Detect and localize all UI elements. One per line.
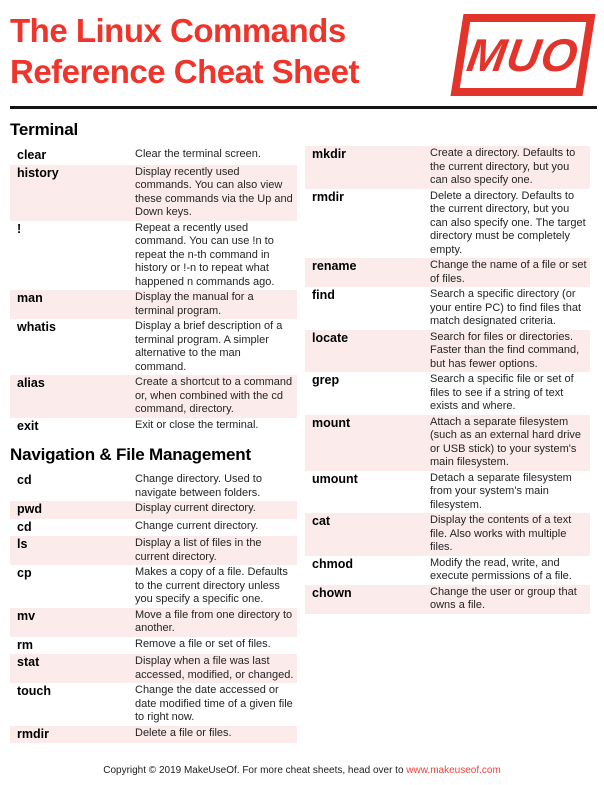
command-description: Create a directory. Defaults to the current directory, but you can also specify one. bbox=[430, 147, 576, 186]
command-name: mkdir bbox=[312, 147, 347, 161]
table-row bbox=[305, 330, 590, 373]
command-description: Modify the read, write, and execute permissions of a file. bbox=[430, 556, 572, 582]
table-row bbox=[10, 536, 297, 565]
makeuseof-logo bbox=[451, 14, 596, 96]
command-name: ! bbox=[17, 221, 22, 236]
table-row bbox=[305, 471, 590, 514]
table-row bbox=[10, 165, 297, 221]
command-name: mv bbox=[17, 608, 36, 623]
table-row bbox=[10, 683, 297, 726]
command-name: stat bbox=[17, 655, 40, 669]
table-row bbox=[305, 189, 590, 259]
page-title bbox=[10, 10, 359, 92]
footer bbox=[0, 765, 604, 776]
command-name: chmod bbox=[312, 556, 353, 571]
logo-text: MUO bbox=[463, 29, 583, 81]
command-description: Display current directory. bbox=[135, 502, 256, 514]
command-description: Change the user or group that owns a file. bbox=[430, 585, 577, 611]
command-description: Change directory. Used to navigate between folders. bbox=[135, 473, 262, 499]
content-columns bbox=[10, 109, 597, 743]
command-name: touch bbox=[17, 684, 52, 698]
command-description: Change current directory. bbox=[135, 519, 259, 532]
terminal-table bbox=[10, 147, 297, 435]
command-description: Clear the terminal screen. bbox=[135, 148, 261, 160]
command-description: Change the name of a file or set of files. bbox=[430, 259, 587, 285]
table-row bbox=[10, 654, 297, 683]
table-row bbox=[10, 290, 297, 319]
command-name: locate bbox=[312, 330, 349, 345]
command-description: Repeat a recently used command. You can use !n to repeat the n-th command in history or !-n to repeat what happened n commands ago. bbox=[135, 221, 275, 288]
command-description: Display recently used commands. You can also view these commands via the Up and Down keys. bbox=[135, 165, 293, 218]
command-description: Exit or close the terminal. bbox=[135, 418, 259, 431]
command-name: rmdir bbox=[312, 189, 344, 204]
header bbox=[10, 0, 597, 98]
command-name: rm bbox=[17, 637, 33, 652]
command-description: Display a brief description of a terminal program. A simpler alternative to the man command. bbox=[135, 320, 283, 373]
table-row bbox=[10, 472, 297, 501]
command-name: alias bbox=[17, 376, 45, 390]
table-row bbox=[305, 415, 590, 471]
command-name: rename bbox=[312, 259, 357, 273]
table-row bbox=[10, 726, 297, 744]
table-row bbox=[305, 287, 590, 330]
right-column bbox=[305, 109, 590, 614]
left-column bbox=[10, 109, 297, 743]
section-heading-navigation: Navigation & File Management bbox=[10, 445, 251, 464]
table-row bbox=[10, 637, 297, 655]
continuation-table bbox=[305, 146, 590, 614]
command-name: rmdir bbox=[17, 726, 49, 741]
command-description: Display the manual for a terminal program. bbox=[135, 291, 254, 317]
command-description: Remove a file or set of files. bbox=[135, 637, 271, 650]
command-description: Makes a copy of a file. Defaults to the current directory unless you specify a specific one. bbox=[135, 566, 288, 605]
makeuseof-link[interactable]: www.makeuseof.com bbox=[406, 765, 501, 776]
command-name: umount bbox=[312, 471, 358, 486]
table-row bbox=[10, 565, 297, 608]
table-row bbox=[305, 556, 590, 585]
table-row bbox=[10, 319, 297, 375]
table-row bbox=[305, 258, 590, 287]
command-name: cd bbox=[17, 473, 32, 487]
command-name: mount bbox=[312, 415, 351, 430]
command-name: whatis bbox=[17, 320, 56, 334]
table-row bbox=[10, 501, 297, 519]
command-description: Detach a separate filesystem from your system's main filesystem. bbox=[430, 471, 572, 511]
command-name: chown bbox=[312, 585, 352, 600]
command-name: find bbox=[312, 288, 335, 302]
command-name: clear bbox=[17, 148, 47, 162]
command-description: Delete a directory. Defaults to the current directory, but you can also specify one. The target directory must be completely empty. bbox=[430, 189, 586, 256]
table-row bbox=[10, 221, 297, 291]
table-row bbox=[10, 608, 297, 637]
command-description: Move a file from one directory to another. bbox=[135, 608, 293, 634]
table-row bbox=[305, 146, 590, 189]
table-row bbox=[10, 418, 297, 436]
command-description: Display the contents of a text file. Also works with multiple files. bbox=[430, 514, 572, 553]
command-name: man bbox=[17, 291, 43, 305]
title-line-1: The Linux Commands bbox=[10, 12, 346, 49]
command-description: Display a list of files in the current directory. bbox=[135, 537, 262, 563]
command-description: Search a specific directory (or your entire PC) to find files that match designated criteria. bbox=[430, 288, 582, 327]
command-description: Create a shortcut to a command or, when combined with the cd command, directory. bbox=[135, 376, 293, 415]
command-description: Search a specific file or set of files to see if a string of text exists and where. bbox=[430, 373, 574, 412]
title-line-2: Reference Cheat Sheet bbox=[10, 53, 359, 90]
command-name: cat bbox=[312, 514, 331, 528]
command-name: grep bbox=[312, 373, 340, 387]
command-description: Change the date accessed or date modified time of a given file to right now. bbox=[135, 684, 293, 723]
table-row bbox=[305, 585, 590, 614]
table-row bbox=[10, 519, 297, 537]
command-name: cd bbox=[17, 519, 32, 534]
command-description: Delete a file or files. bbox=[135, 726, 232, 739]
table-row bbox=[10, 375, 297, 418]
navigation-table bbox=[10, 472, 297, 743]
command-name: pwd bbox=[17, 502, 42, 516]
table-row bbox=[10, 147, 297, 165]
command-name: cp bbox=[17, 566, 32, 580]
command-description: Display when a file was last accessed, modified, or changed. bbox=[135, 655, 294, 681]
command-description: Search for files or directories. Faster than the find command, but has fewer options. bbox=[430, 330, 580, 370]
table-row bbox=[305, 513, 590, 556]
command-name: history bbox=[17, 165, 59, 180]
command-description: Attach a separate filesystem (such as an external hard drive or USB stick) to your system's main filesystem. bbox=[430, 415, 582, 468]
command-name: ls bbox=[17, 537, 28, 551]
section-heading-terminal: Terminal bbox=[10, 120, 78, 139]
copyright-text: Copyright © 2019 MakeUseOf. For more cheat sheets, head over to bbox=[103, 765, 407, 776]
table-row bbox=[305, 372, 590, 415]
command-name: exit bbox=[17, 418, 39, 433]
